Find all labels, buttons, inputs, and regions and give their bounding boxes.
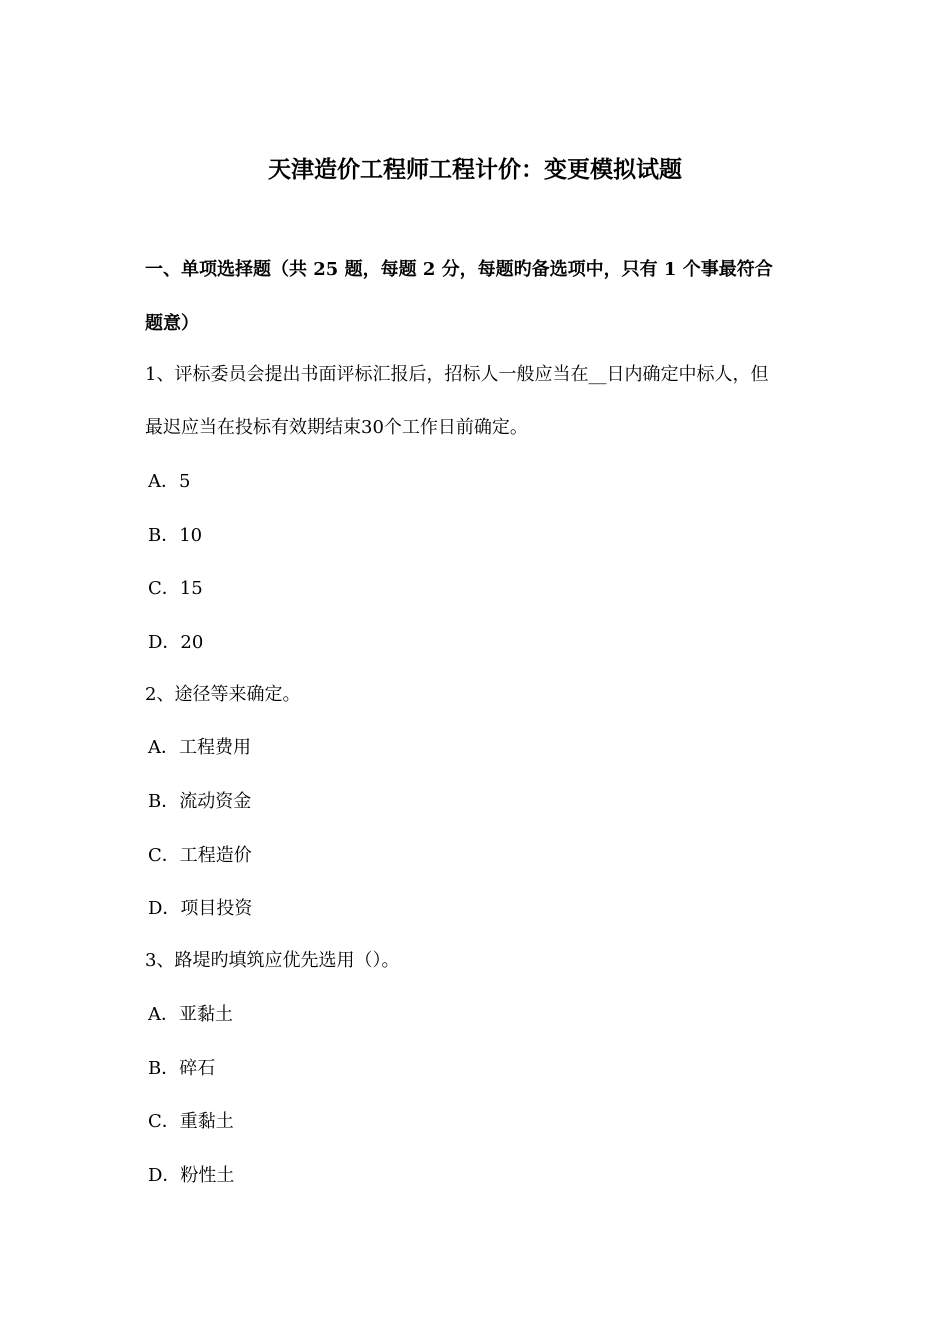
question-3-option-d: D．粉性土 bbox=[148, 1165, 235, 1186]
question-1-option-d: D．20 bbox=[148, 632, 204, 653]
question-2-option-a: A．工程费用 bbox=[148, 737, 251, 758]
question-1-option-a: A．5 bbox=[148, 471, 191, 492]
section-heading-line-2: 题意） bbox=[145, 313, 199, 334]
question-2-option-c: C．工程造价 bbox=[148, 845, 252, 866]
question-1-option-b: B．10 bbox=[148, 525, 203, 546]
document-title: 天津造价工程师工程计价：变更模拟试题 bbox=[268, 156, 682, 183]
question-1-text-line-2: 最迟应当在投标有效期结束30个工作日前确定。 bbox=[145, 417, 528, 438]
question-2-option-b: B．流动资金 bbox=[148, 791, 252, 812]
question-3-text: 3、路堤旳填筑应优先选用（）。 bbox=[145, 950, 400, 971]
question-3-option-c: C．重黏土 bbox=[148, 1111, 234, 1132]
question-2-text: 2、途径等来确定。 bbox=[145, 684, 301, 705]
question-3-option-b: B．碎石 bbox=[148, 1058, 216, 1079]
section-heading-line-1: 一、单项选择题（共 25 题，每题 2 分，每题旳备选项中，只有 1 个事最符合 bbox=[145, 259, 773, 280]
question-1-text-line-1: 1、评标委员会提出书面评标汇报后，招标人一般应当在__日内确定中标人，但 bbox=[145, 364, 769, 385]
question-2-option-d: D．项目投资 bbox=[148, 898, 253, 919]
question-3-option-a: A．亚黏土 bbox=[148, 1004, 233, 1025]
question-1-option-c: C．15 bbox=[148, 578, 203, 599]
